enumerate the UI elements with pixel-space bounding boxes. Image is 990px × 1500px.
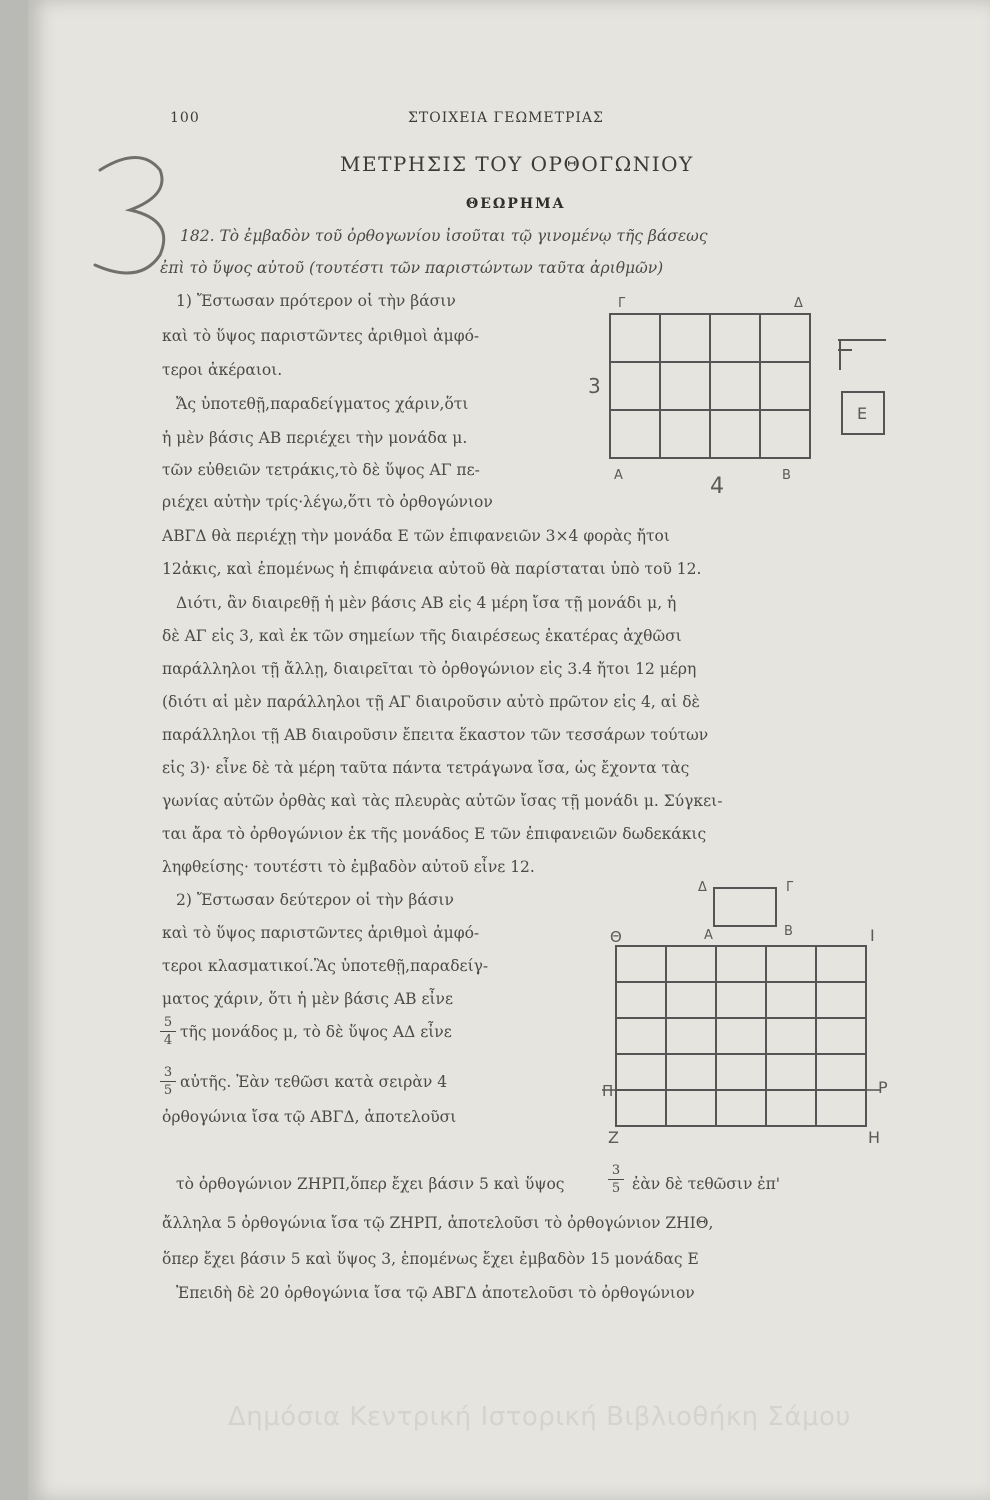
fraction-denominator: 4 (163, 1033, 173, 1048)
page-number: 100 (170, 110, 200, 126)
grid-3x4 (610, 314, 830, 464)
text-line: ληφθείσης· τουτέστι τὸ ἐμβαδὸν αὐτοῦ εἶνε 12. (162, 858, 535, 876)
fraction-numerator: 5 (160, 1014, 176, 1032)
fraction-numerator: 3 (608, 1162, 624, 1180)
text-line: ται ἄρα τὸ ὀρθογώνιον ἐκ τῆς μονάδος Ε τῶν ἐπιφανειῶν δωδεκάκις (162, 825, 707, 843)
label-delta-2: Δ (698, 880, 707, 895)
book-page (28, 0, 990, 1500)
fraction-three-fifths (160, 1064, 176, 1099)
unit-length-mark (838, 340, 898, 380)
label-delta: Δ (794, 296, 803, 311)
text-line: ἄλληλα 5 ὀρθογώνια ἴσα τῷ ΖΗΡΠ, ἀποτελοῦσι τὸ ὀρθογώνιον ΖΗΙΘ, (162, 1214, 714, 1232)
label-gamma: Γ (618, 296, 626, 311)
text-line: δὲ ΑΓ εἰς 3, καὶ ἐκ τῶν σημείων τῆς διαιρέσεως ἑκατέρας ἀχθῶσι (162, 627, 682, 645)
section-title: ΜΕΤΡΗΣΙΣ ΤΟΥ ΟΡΘΟΓΩΝΙΟΥ (340, 152, 694, 176)
text-line: τεροι κλασματικοί.Ἂς ὑποτεθῇ,παραδείγ- (162, 957, 489, 975)
hand-label-base: 4 (710, 474, 724, 499)
text-line: ἐὰν δὲ τεθῶσιν ἐπ' (632, 1175, 781, 1193)
text-line: τὸ ὀρθογώνιον ΖΗΡΠ,ὅπερ ἔχει βάσιν 5 καὶ ὕψος (176, 1175, 565, 1193)
theorem-statement-line-2: ἐπὶ τὸ ὕψος αὐτοῦ (τουτέστι τῶν παριστώντων ταῦτα ἀριθμῶν) (160, 259, 664, 277)
text-line: ὅπερ ἔχει βάσιν 5 καὶ ὕψος 3, ἑπομένως ἔχει ἐμβαδὸν 15 μονάδας Ε (162, 1250, 699, 1268)
fraction-numerator: 3 (160, 1064, 176, 1082)
small-rectangle-abgd (714, 888, 784, 932)
text-line: παράλληλοι τῇ ΑΒ διαιροῦσιν ἔπειτα ἕκαστον τῶν τεσσάρων τούτων (162, 726, 709, 744)
theorem-statement-line-1: 182. Τὸ ἐμβαδὸν τοῦ ὀρθογωνίου ἰσοῦται τῷ γινομένῳ τῆς βάσεως (180, 227, 708, 245)
text-line: Ἐπειδὴ δὲ 20 ὀρθογώνια ἴσα τῷ ΑΒΓΔ ἀποτελοῦσι τὸ ὀρθογώνιον (176, 1284, 695, 1302)
label-zeta: Ζ (608, 1128, 619, 1147)
text-line: ΑΒΓΔ θὰ περιέχῃ τὴν μονάδα Ε τῶν ἐπιφανειῶν 3×4 φορὰς ἤτοι (162, 527, 670, 545)
text-line: Διότι, ἂν διαιρεθῇ ἡ μὲν βάσις ΑΒ εἰς 4 μέρη ἴσα τῇ μονάδι μ, ἡ (176, 594, 677, 612)
label-theta: Θ (610, 928, 622, 946)
text-line: 12ἀκις, καὶ ἑπομένως ἡ ἐπιφάνεια αὐτοῦ θὰ παρίσταται ὑπὸ τοῦ 12. (162, 560, 702, 578)
label-pi: Π (602, 1082, 614, 1100)
label-alpha-2: Α (704, 928, 713, 943)
label-epsilon: Ε (857, 404, 868, 423)
label-beta: Β (782, 468, 791, 483)
hand-label-height: 3 (588, 374, 601, 398)
text-line: καὶ τὸ ὕψος παριστῶντες ἀριθμοὶ ἀμφό- (162, 327, 480, 345)
text-line: αὐτῆς. Ἐὰν τεθῶσι κατὰ σειρὰν 4 (180, 1073, 448, 1091)
text-line: γωνίας αὐτῶν ὀρθὰς καὶ τὰς πλευρὰς αὐτῶν ἴσας τῇ μονάδι μ. Σύγκει- (162, 792, 723, 810)
label-gamma-2: Γ (786, 880, 794, 895)
label-beta-2: Β (784, 924, 793, 939)
library-watermark: Δημόσια Κεντρική Ιστορική Βιβλιοθήκη Σάμου (228, 1402, 851, 1432)
running-title: ΣΤΟΙΧΕΙΑ ΓΕΩΜΕΤΡΙΑΣ (408, 110, 604, 126)
fraction-denominator: 5 (163, 1083, 173, 1098)
theorem-label: ΘΕΩΡΗΜΑ (466, 196, 566, 212)
text-line: 1) Ἔστωσαν πρότερον οἱ τὴν βάσιν (176, 292, 456, 310)
text-line: τῶν εὐθειῶν τετράκις,τὸ δὲ ὕψος ΑΓ πε- (162, 461, 480, 479)
label-alpha: Α (614, 468, 623, 483)
label-iota: Ι (870, 926, 875, 945)
text-line: Ἄς ὑποτεθῇ,παραδείγματος χάριν,ὅτι (176, 395, 469, 413)
text-line: ριέχει αὐτὴν τρίς·λέγω,ὅτι τὸ ὀρθογώνιον (162, 493, 493, 511)
text-line: τῆς μονάδος μ, τὸ δὲ ὕψος ΑΔ εἶνε (180, 1023, 452, 1041)
label-eta: Η (868, 1128, 881, 1147)
text-line: 2) Ἔστωσαν δεύτερον οἱ τὴν βάσιν (176, 891, 454, 909)
fraction-three-fifths-inline (608, 1162, 624, 1197)
text-line: ματος χάριν, ὅτι ἡ μὲν βάσις ΑΒ εἶνε (162, 990, 454, 1008)
fraction-denominator: 5 (611, 1181, 621, 1196)
text-line: καὶ τὸ ὕψος παριστῶντες ἀριθμοὶ ἀμφό- (162, 924, 480, 942)
text-line: παράλληλοι τῇ ἄλλῃ, διαιρεῖται τὸ ὀρθογώνιον εἰς 3.4 ἤτοι 12 μέρη (162, 660, 697, 678)
text-line: τεροι ἀκέραιοι. (162, 361, 283, 379)
fraction-five-quarters (160, 1014, 176, 1049)
grid-5x5 (616, 946, 886, 1136)
text-line: (διότι αἱ μὲν παράλληλοι τῇ ΑΓ διαιροῦσιν αὐτὸ πρῶτον εἰς 4, αἱ δὲ (162, 693, 700, 711)
text-line: ἡ μὲν βάσις ΑΒ περιέχει τὴν μονάδα μ. (162, 429, 468, 447)
text-line: ὀρθογώνια ἴσα τῷ ΑΒΓΔ, ἀποτελοῦσι (162, 1108, 457, 1126)
label-rho: Ρ (878, 1078, 888, 1097)
text-line: εἰς 3)· εἶνε δὲ τὰ μέρη ταῦτα πάντα τετράγωνα ἴσα, ὡς ἔχοντα τὰς (162, 759, 690, 777)
